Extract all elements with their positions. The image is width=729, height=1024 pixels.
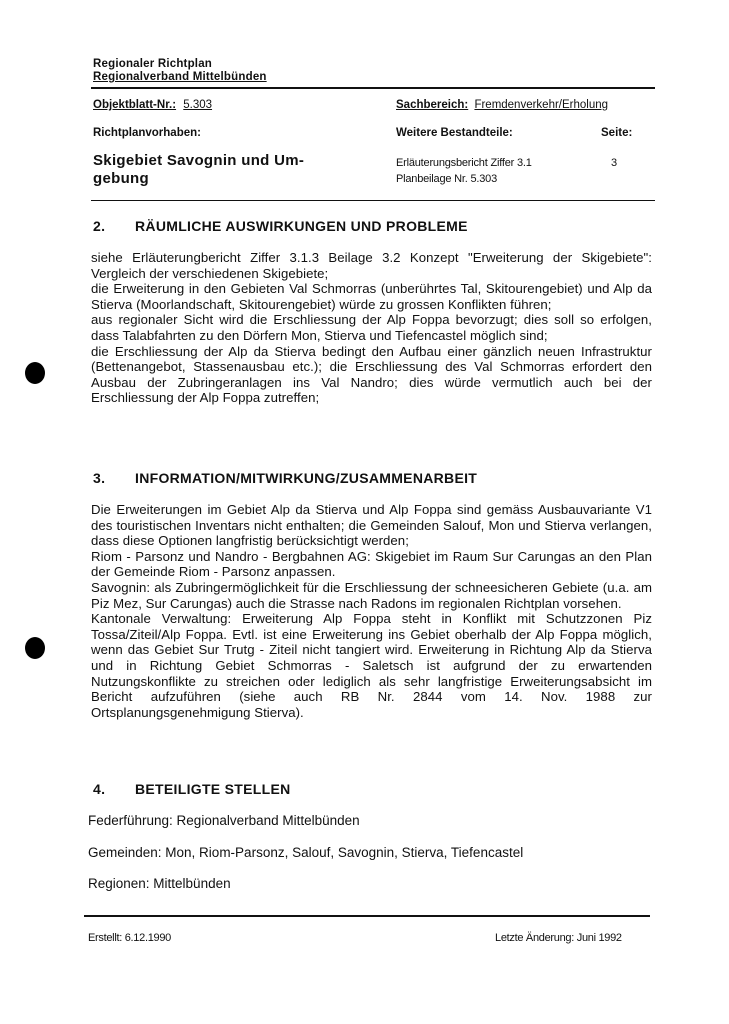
seite-value: 3 bbox=[611, 157, 618, 169]
section-3-heading bbox=[93, 470, 477, 486]
bestandteil-2: Planbeilage Nr. 5.303 bbox=[396, 173, 497, 185]
sachbereich-label: Sachbereich: bbox=[396, 99, 469, 111]
section-3-paragraph: Riom - Parsonz und Nandro - Bergbahnen AG: Skigebiet im Raum Sur Carungas an den Plan der Gemeinde Riom - Parsonz anpassen. bbox=[91, 548, 652, 580]
section-3-title: INFORMATION/MITWIRKUNG/ZUSAMMENARBEIT bbox=[135, 470, 478, 486]
sachbereich bbox=[396, 99, 608, 111]
erstellt-date: Erstellt: 6.12.1990 bbox=[88, 932, 171, 944]
section-2-body bbox=[91, 250, 652, 406]
section-3-body bbox=[91, 502, 652, 720]
section-3-number: 3. bbox=[93, 470, 106, 486]
federfuehrung: Federführung: Regionalverband Mittelbünden bbox=[88, 813, 360, 828]
section-2-paragraph: die Erweiterung in den Gebieten Val Schmorras (unberührtes Tal, Skitourengebiet) und Alp da Stierva (Moorlandschaft, Skitourengebiet) würde zu grossen Konflikten führen; bbox=[91, 281, 652, 312]
section-2-title: RÄUMLICHE AUSWIRKUNGEN UND PROBLEME bbox=[135, 218, 468, 234]
bestandteil-1: Erläuterungsbericht Ziffer 3.1 bbox=[396, 157, 532, 169]
weitere-bestandteile-label: Weitere Bestandteile: bbox=[396, 127, 513, 139]
header-line-2: Regionalverband Mittelbünden bbox=[93, 71, 267, 83]
seite-label: Seite: bbox=[601, 127, 633, 139]
section-2-number: 2. bbox=[93, 218, 106, 234]
section-2-heading bbox=[93, 218, 468, 234]
section-4-heading bbox=[93, 781, 291, 797]
punch-hole bbox=[25, 637, 45, 659]
section-2-paragraph: die Erschliessung der Alp da Stierva bedingt den Aufbau einer gänzlich neuen Infrastruktur (Bettenangebot, Stassenausbau etc.); die Erschliessung des Val Schmorras erfordert den Ausbau der Zubringeranlagen ins Val Nandro; dies würde vermutlich auch bei der Erschliessung der Alp Foppa zutreffen; bbox=[91, 343, 652, 406]
section-4-number: 4. bbox=[93, 781, 106, 797]
section-3-paragraph: Savognin: als Zubringermöglichkeit für die Erschliessung der schneesicheren Gebiete (u.a. am Piz Mez, Sur Carungas) auch die Strasse nach Radons im regionalen Richtplan vorsehen. bbox=[91, 579, 652, 611]
header-rule bbox=[91, 87, 655, 89]
objektblatt bbox=[93, 99, 212, 111]
section-3-paragraph: Kantonale Verwaltung: Erweiterung Alp Foppa steht in Konflikt mit Schutzzonen Piz Tossa/Ziteil/Alp Foppa. Evtl. ist eine Erweiterung ins Gebiet oberhalb der Alp Foppa möglich, wenn das Gebiet Sur Trutg - Ziteil nicht tangiert wird. Erweiterung in Richtung Alp da Stierva und in Richtung Gebiet Schmorras - Saletsch ist aufgrund der zu erwartenden Nutzungskonflikte zu streichen oder lediglich als sehr langfristige Erweiterungsabsicht im Bericht aufzuführen (siehe auch RB Nr. 2844 vom 14. Nov. 1988 zur Ortsplanungsgenehmigung Stierva). bbox=[91, 611, 652, 720]
letzte-aenderung-date: Letzte Änderung: Juni 1992 bbox=[495, 932, 622, 944]
regionen: Regionen: Mittelbünden bbox=[88, 876, 231, 891]
gemeinden: Gemeinden: Mon, Riom-Parsonz, Salouf, Savognin, Stierva, Tiefencastel bbox=[88, 845, 524, 860]
sachbereich-value: Fremdenverkehr/Erholung bbox=[474, 99, 609, 111]
header-line-1: Regionaler Richtplan bbox=[93, 58, 213, 70]
project-title bbox=[93, 152, 304, 188]
meta-rule bbox=[91, 200, 655, 201]
section-3-paragraph: Die Erweiterungen im Gebiet Alp da Stierva und Alp Foppa sind gemäss Ausbauvariante V1 des touristischen Inventars nicht enthalten; die Gemeinden Salouf, Mon und Stierva verlangen, dass diese Optionen langfristig berücksichtigt werden; bbox=[91, 502, 652, 549]
objektblatt-label: Objektblatt-Nr.: bbox=[93, 99, 177, 111]
section-4-title: BETEILIGTE STELLEN bbox=[135, 781, 291, 797]
richtplanvorhaben-label: Richtplanvorhaben: bbox=[93, 127, 201, 139]
objektblatt-value: 5.303 bbox=[183, 99, 213, 111]
section-2-paragraph: siehe Erläuterungbericht Ziffer 3.1.3 Beilage 3.2 Konzept "Erweiterung der Skigebiete": Vergleich der verschiedenen Skigebiete; bbox=[91, 250, 652, 281]
section-2-paragraph: aus regionaler Sicht wird die Erschliessung der Alp Foppa bevorzugt; dies soll so erfolgen, dass Talabfahrten zu den Dörfern Mon, Stierva und Tiefencastel möglich sind; bbox=[91, 312, 652, 343]
project-title-line-2: gebung bbox=[93, 170, 149, 187]
project-title-line-1: Skigebiet Savognin und Um- bbox=[93, 152, 305, 169]
punch-hole bbox=[25, 362, 45, 384]
footer-rule bbox=[84, 915, 650, 917]
